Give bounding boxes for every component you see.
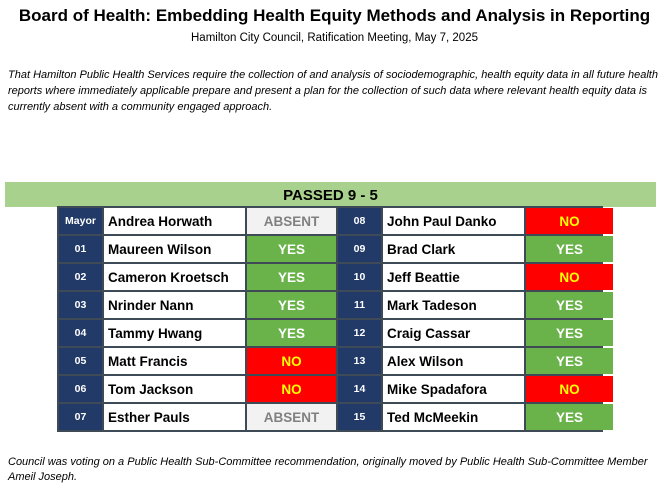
ward-number: 14	[338, 376, 381, 402]
vote-result: YES	[247, 320, 336, 346]
motion-text: That Hamilton Public Health Services require the collection of and analysis of sociodemographic, health equity data in all future health reports where immediately applicable prepare and present a plan for the collection of such data where relevant health equity data is currently absent with a community engaged approach.	[8, 69, 658, 113]
ward-number: 13	[338, 348, 381, 374]
councillor-name: Andrea Horwath	[104, 208, 245, 234]
vote-result: NO	[526, 264, 613, 290]
ward-number: 15	[338, 404, 381, 430]
ward-number: 11	[338, 292, 381, 318]
vote-result: NO	[247, 376, 336, 402]
result-banner: PASSED 9 - 5	[5, 182, 656, 207]
ward-number: 06	[59, 376, 102, 402]
vote-result: ABSENT	[247, 208, 336, 234]
page-subtitle: Hamilton City Council, Ratification Meeting, May 7, 2025	[191, 32, 478, 44]
ward-number: 07	[59, 404, 102, 430]
ward-number: Mayor	[59, 208, 102, 234]
vote-result: YES	[526, 320, 613, 346]
ward-number: 01	[59, 236, 102, 262]
vote-result: YES	[526, 348, 613, 374]
footnote: Council was voting on a Public Health Sub-Committee recommendation, originally moved by Public Health Sub-Committee Member Ameil Joseph.	[8, 456, 648, 483]
ward-number: 05	[59, 348, 102, 374]
ward-number: 08	[338, 208, 381, 234]
councillor-name: Esther Pauls	[104, 404, 245, 430]
councillor-name: Tammy Hwang	[104, 320, 245, 346]
ward-number: 09	[338, 236, 381, 262]
councillor-name: Matt Francis	[104, 348, 245, 374]
vote-result: YES	[526, 236, 613, 262]
vote-result: ABSENT	[247, 404, 336, 430]
vote-result: NO	[526, 208, 613, 234]
vote-result: YES	[247, 236, 336, 262]
councillor-name: Mike Spadafora	[383, 376, 524, 402]
ward-number: 03	[59, 292, 102, 318]
vote-result: NO	[247, 348, 336, 374]
ward-number: 04	[59, 320, 102, 346]
ward-number: 02	[59, 264, 102, 290]
councillor-name: Cameron Kroetsch	[104, 264, 245, 290]
vote-table	[57, 206, 603, 432]
page-title: Board of Health: Embedding Health Equity Methods and Analysis in Reporting	[18, 6, 651, 25]
ward-number: 10	[338, 264, 381, 290]
vote-result: YES	[247, 292, 336, 318]
councillor-name: Ted McMeekin	[383, 404, 524, 430]
vote-result: YES	[526, 292, 613, 318]
vote-result: NO	[526, 376, 613, 402]
councillor-name: Maureen Wilson	[104, 236, 245, 262]
councillor-name: Tom Jackson	[104, 376, 245, 402]
ward-number: 12	[338, 320, 381, 346]
vote-result: YES	[247, 264, 336, 290]
councillor-name: Brad Clark	[383, 236, 524, 262]
councillor-name: Jeff Beattie	[383, 264, 524, 290]
councillor-name: Mark Tadeson	[383, 292, 524, 318]
councillor-name: Alex Wilson	[383, 348, 524, 374]
councillor-name: Craig Cassar	[383, 320, 524, 346]
councillor-name: Nrinder Nann	[104, 292, 245, 318]
vote-result: YES	[526, 404, 613, 430]
councillor-name: John Paul Danko	[383, 208, 524, 234]
